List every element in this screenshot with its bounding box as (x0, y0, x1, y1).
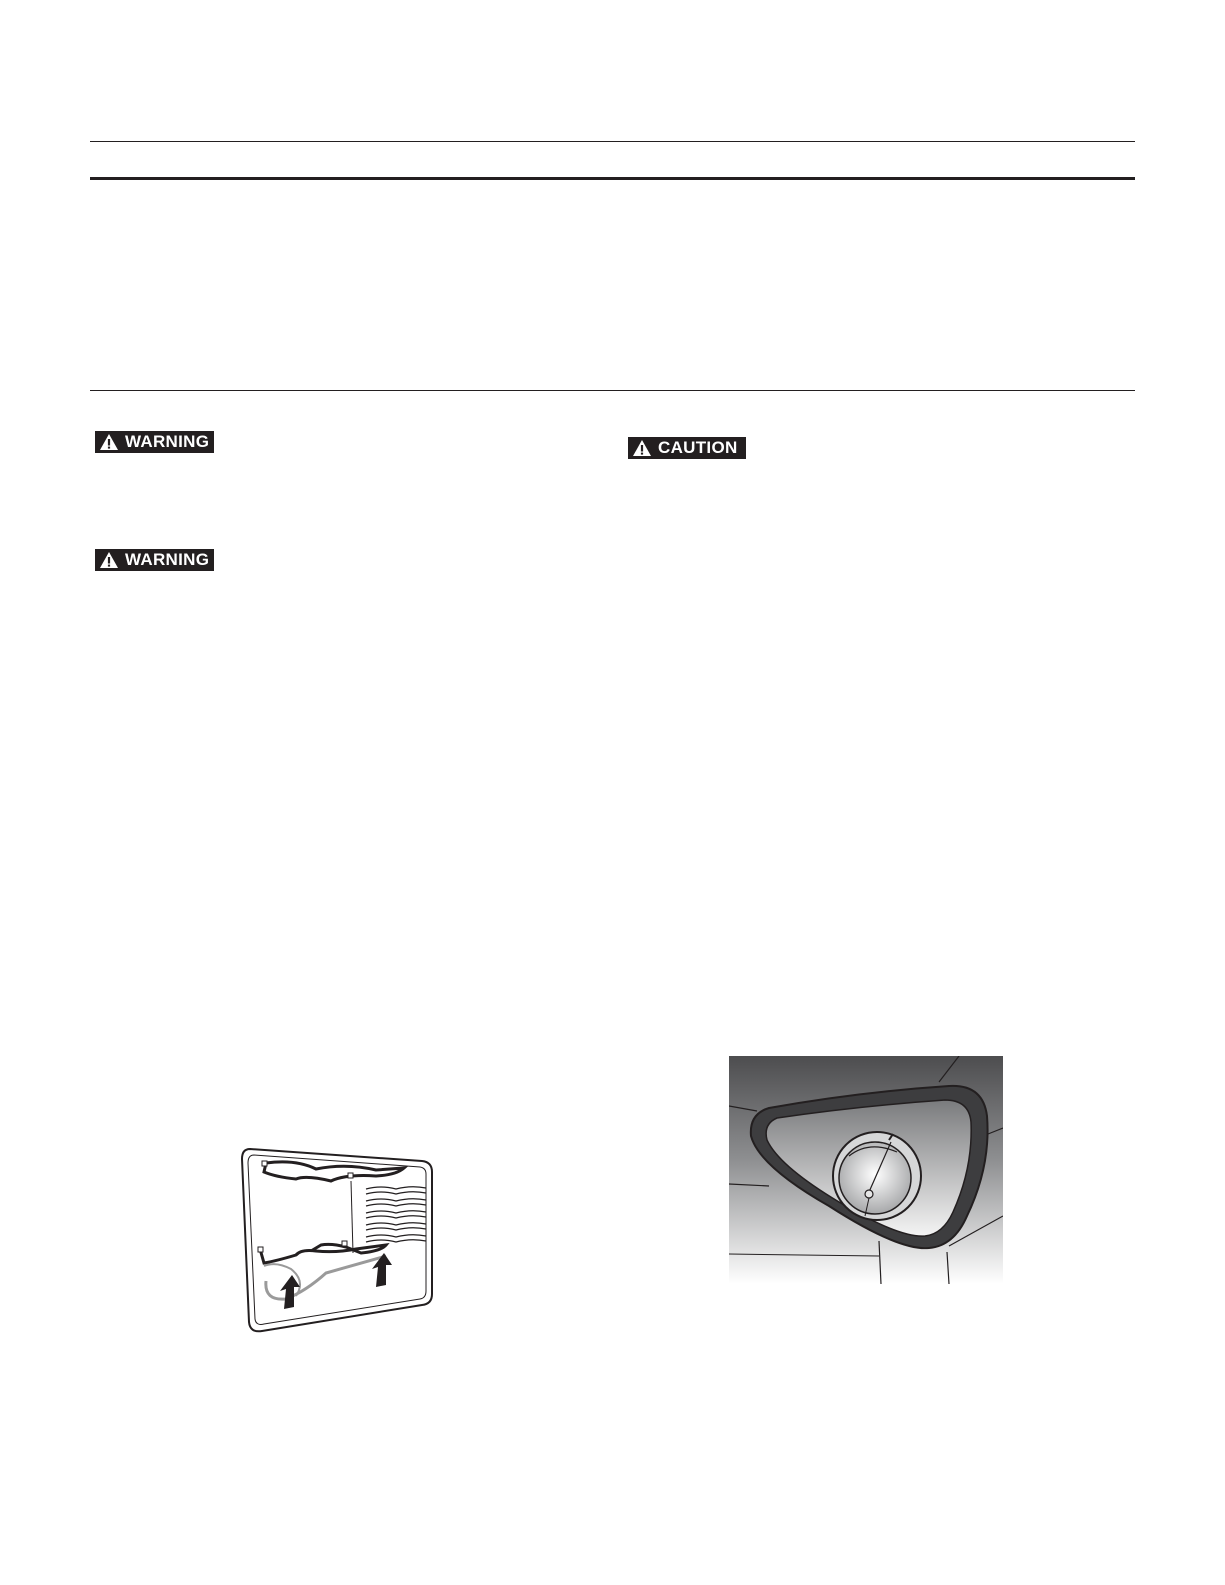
warning-badge (95, 549, 214, 571)
caution-badge (628, 437, 746, 459)
header-rule-thick (90, 177, 1135, 180)
warning-triangle-icon (99, 433, 119, 451)
warning-badge (95, 431, 214, 453)
warning-label: WARNING (125, 550, 210, 569)
oven-light-cover-illustration (729, 1056, 1003, 1284)
warning-label: WARNING (125, 432, 210, 451)
caution-label: CAUTION (658, 438, 738, 457)
oven-interior-illustration (236, 1141, 440, 1336)
warning-triangle-icon (632, 439, 652, 457)
header-rule-thin (90, 141, 1135, 142)
warning-triangle-icon (99, 551, 119, 569)
section-rule (90, 390, 1135, 391)
